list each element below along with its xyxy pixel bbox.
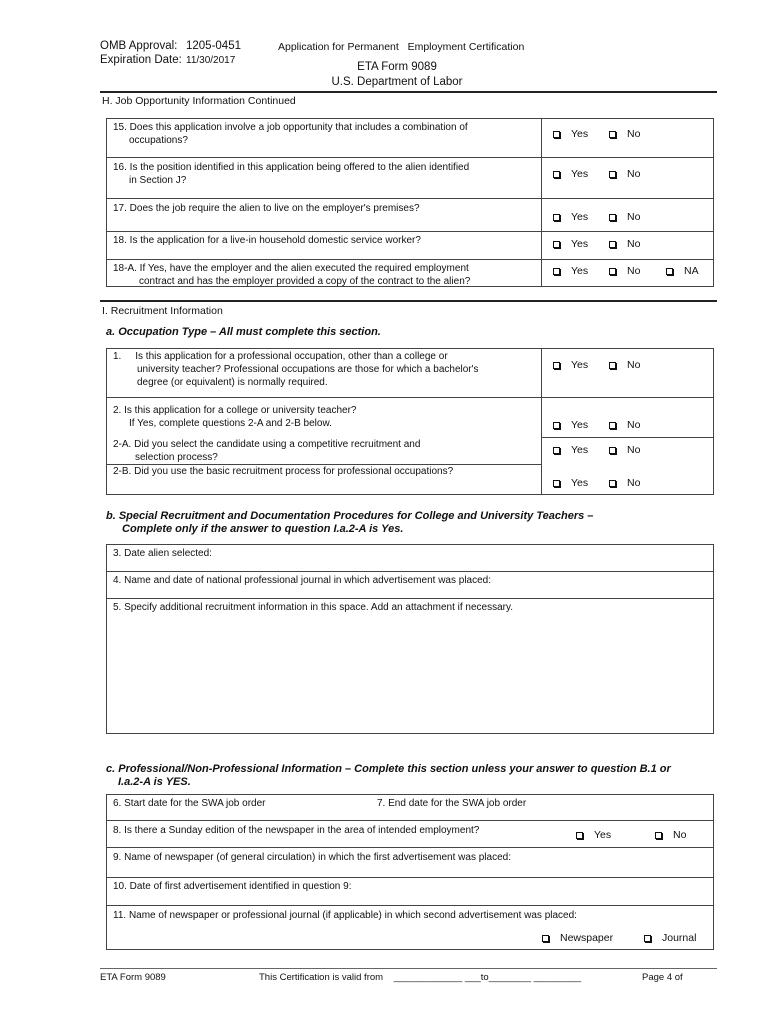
omb-number: 1205-0451 bbox=[186, 40, 241, 52]
checkbox-icon bbox=[609, 447, 616, 454]
q16-no-checkbox[interactable]: No bbox=[609, 168, 640, 180]
checkbox-icon bbox=[553, 480, 560, 487]
checkbox-icon bbox=[609, 362, 616, 369]
a2a-yes-checkbox[interactable]: Yes bbox=[553, 444, 588, 456]
q16-yes-checkbox[interactable]: Yes bbox=[553, 168, 588, 180]
c11-newspaper-checkbox[interactable]: Newspaper bbox=[542, 932, 613, 944]
checkbox-icon bbox=[609, 480, 616, 487]
checkbox-icon bbox=[655, 832, 662, 839]
a1-no-checkbox[interactable]: No bbox=[609, 359, 640, 371]
checkbox-icon bbox=[609, 422, 616, 429]
checkbox-icon bbox=[553, 131, 560, 138]
question-18a: 18-A. If Yes, have the employer and the alien executed the required employment contract and has the employer provided a copy of the contract to the alien? bbox=[113, 263, 471, 287]
checkbox-icon bbox=[609, 131, 616, 138]
checkbox-icon bbox=[553, 241, 560, 248]
section-i-title: I. Recruitment Information bbox=[102, 305, 223, 317]
q15-no-checkbox[interactable]: No bbox=[609, 128, 640, 140]
c8-no-checkbox[interactable]: No bbox=[655, 829, 686, 841]
section-h-title: H. Job Opportunity Information Continued bbox=[102, 95, 296, 107]
question-c9[interactable]: 9. Name of newspaper (of general circulation) in which the first advertisement was placed: bbox=[113, 852, 511, 863]
footer-rule bbox=[100, 968, 717, 969]
checkbox-icon bbox=[553, 214, 560, 221]
omb-label: OMB Approval: bbox=[100, 40, 178, 52]
checkbox-icon bbox=[644, 935, 651, 942]
question-a2a: 2-A. Did you select the candidate using a competitive recruitment and selection process? bbox=[113, 439, 421, 463]
question-c10[interactable]: 10. Date of first advertisement identified in question 9: bbox=[113, 881, 352, 892]
question-b4[interactable]: 4. Name and date of national professional journal in which advertisement was placed: bbox=[113, 575, 491, 586]
checkbox-icon bbox=[609, 241, 616, 248]
footer-validity: This Certification is valid from _____________ ___to________ _________ bbox=[259, 972, 582, 983]
section-b-title: b. Special Recruitment and Documentation Procedures for College and University Teachers – Complete only if the answer to question I.a.2-A is Yes. bbox=[106, 510, 594, 535]
question-16: 16. Is the position identified in this application being offered to the alien identified in Section J? bbox=[113, 162, 470, 186]
question-b5[interactable]: 5. Specify additional recruitment information in this space. Add an attachment if necessary. bbox=[113, 602, 514, 613]
checkbox-icon bbox=[553, 268, 560, 275]
checkbox-icon bbox=[609, 214, 616, 221]
section-c-title: c. Professional/Non-Professional Information – Complete this section unless your answer to question B.1 or I.a.2-A is YES. bbox=[106, 763, 671, 788]
q18a-na-checkbox[interactable]: NA bbox=[666, 265, 699, 277]
q18a-no-checkbox[interactable]: No bbox=[609, 265, 640, 277]
checkbox-icon bbox=[609, 171, 616, 178]
q17-no-checkbox[interactable]: No bbox=[609, 211, 640, 223]
expiration-label: Expiration Date: bbox=[100, 54, 182, 66]
a2-yes-checkbox[interactable]: Yes bbox=[553, 419, 588, 431]
question-c8: 8. Is there a Sunday edition of the newspaper in the area of intended employment? bbox=[113, 825, 480, 836]
question-18: 18. Is the application for a live-in household domestic service worker? bbox=[113, 235, 421, 246]
question-a2b: 2-B. Did you use the basic recruitment process for professional occupations? bbox=[113, 466, 454, 477]
question-c7[interactable]: 7. End date for the SWA job order bbox=[377, 798, 527, 809]
q18-no-checkbox[interactable]: No bbox=[609, 238, 640, 250]
q17-yes-checkbox[interactable]: Yes bbox=[553, 211, 588, 223]
section-b-table bbox=[106, 544, 714, 734]
checkbox-icon bbox=[666, 268, 673, 275]
a2-no-checkbox[interactable]: No bbox=[609, 419, 640, 431]
checkbox-icon bbox=[576, 832, 583, 839]
section-a-title: a. Occupation Type – All must complete this section. bbox=[106, 326, 381, 338]
expiration-date: 11/30/2017 bbox=[186, 55, 236, 66]
q18a-yes-checkbox[interactable]: Yes bbox=[553, 265, 588, 277]
checkbox-icon bbox=[553, 171, 560, 178]
question-17: 17. Does the job require the alien to live on the employer's premises? bbox=[113, 203, 420, 214]
section-c-table bbox=[106, 794, 714, 950]
a2b-no-checkbox[interactable]: No bbox=[609, 477, 640, 489]
c11-journal-checkbox[interactable]: Journal bbox=[644, 932, 696, 944]
question-c11: 11. Name of newspaper or professional journal (if applicable) in which second advertisement was placed: bbox=[113, 910, 577, 921]
question-c6[interactable]: 6. Start date for the SWA job order bbox=[113, 798, 266, 809]
footer-form-name: ETA Form 9089 bbox=[100, 972, 166, 983]
a2b-yes-checkbox[interactable]: Yes bbox=[553, 477, 588, 489]
q18-yes-checkbox[interactable]: Yes bbox=[553, 238, 588, 250]
question-b3[interactable]: 3. Date alien selected: bbox=[113, 548, 212, 559]
checkbox-icon bbox=[542, 935, 549, 942]
a1-yes-checkbox[interactable]: Yes bbox=[553, 359, 588, 371]
section-i-rule bbox=[100, 300, 717, 302]
checkbox-icon bbox=[553, 422, 560, 429]
a2a-no-checkbox[interactable]: No bbox=[609, 444, 640, 456]
question-15: 15. Does this application involve a job opportunity that includes a combination of occupations? bbox=[113, 122, 468, 146]
question-a2: 2. Is this application for a college or university teacher? If Yes, complete questions 2-A and 2-B below. bbox=[113, 405, 357, 429]
footer-page-number: Page 4 of bbox=[642, 972, 683, 983]
c8-yes-checkbox[interactable]: Yes bbox=[576, 829, 611, 841]
department-name: U.S. Department of Labor bbox=[331, 76, 463, 88]
checkbox-icon bbox=[553, 362, 560, 369]
q15-yes-checkbox[interactable]: Yes bbox=[553, 128, 588, 140]
checkbox-icon bbox=[609, 268, 616, 275]
checkbox-icon bbox=[553, 447, 560, 454]
application-title: Application for Permanent Employment Certification bbox=[278, 41, 525, 53]
question-a1: 1. Is this application for a professional occupation, other than a college or university teacher? Professional occupations are those for which a bachelor's degree (or equivalent) is normally required. bbox=[113, 351, 479, 388]
form-name: ETA Form 9089 bbox=[357, 61, 437, 73]
header-rule bbox=[100, 91, 717, 93]
